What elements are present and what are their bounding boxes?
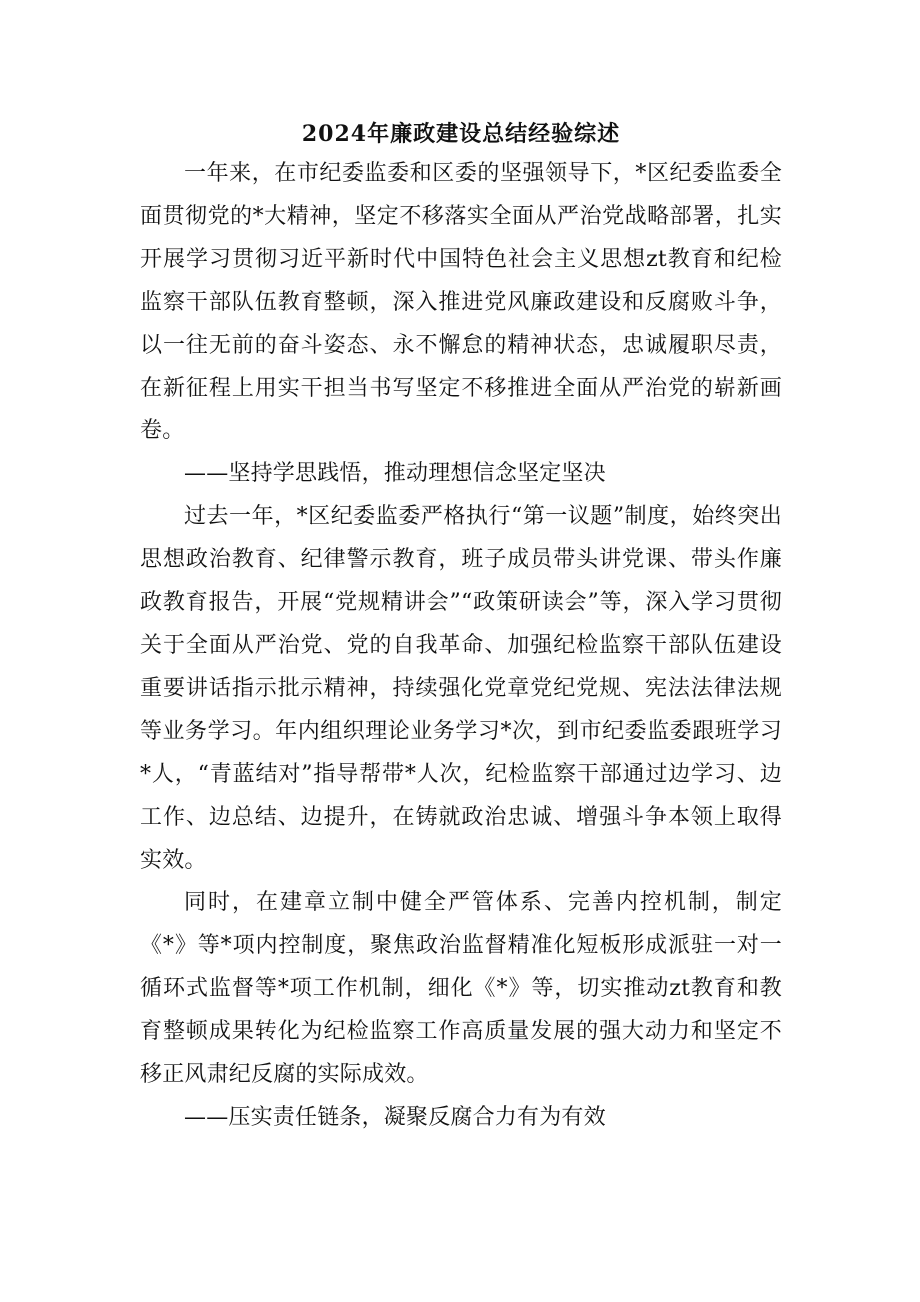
section-heading-responsibility: ——压实责任链条，凝聚反腐合力有为有效 [184,1104,606,1130]
paragraph-intro: 一年来，在市纪委监委和区委的坚强领导下，*区纪委监委全面贯彻党的*大精神，坚定不移落实全面从严治党战略部署，扎实开展学习贯彻习近平新时代中国特色社会主义思想zt教育和纪检监察干部队伍教育整顿，深入推进党风廉政建设和反腐败斗争，以一往无前的奋斗姿态、永不懈怠的精神状态，忠诚履职尽责，在新征程上用实干担当书写坚定不移推进全面从严治党的崭新画卷。 [140,161,782,444]
document-body [140,118,782,1140]
paragraph-institution-building: 同时，在建章立制中健全严管体系、完善内控机制，制定《*》等*项内控制度，聚焦政治监督精准化短板形成派驻一对一循环式监督等*项工作机制，细化《*》等，切实推动zt教育和教育整顿成果转化为纪检监察工作高质量发展的强大动力和坚定不移正风肃纪反腐的实际成效。 [140,890,782,1088]
section-heading-learning: ——坚持学思践悟，推动理想信念坚定坚决 [184,461,606,487]
document-title: 2024年廉政建设总结经验综述 [301,121,621,147]
paragraph-learning-details: 过去一年，*区纪委监委严格执行“第一议题”制度，始终突出思想政治教育、纪律警示教育，班子成员带头讲党课、带头作廉政教育报告，开展“党规精讲会”“政策研读会”等，深入学习贯彻关于全面从严治党、党的自我革命、加强纪检监察干部队伍建设重要讲话指示批示精神，持续强化党章党纪党规、宪法法律法规等业务学习。年内组织理论业务学习*次，到市纪委监委跟班学习*人，“青蓝结对”指导帮带*人次，纪检监察干部通过边学习、边工作、边总结、边提升，在铸就政治忠诚、增强斗争本领上取得实效。 [140,504,782,873]
